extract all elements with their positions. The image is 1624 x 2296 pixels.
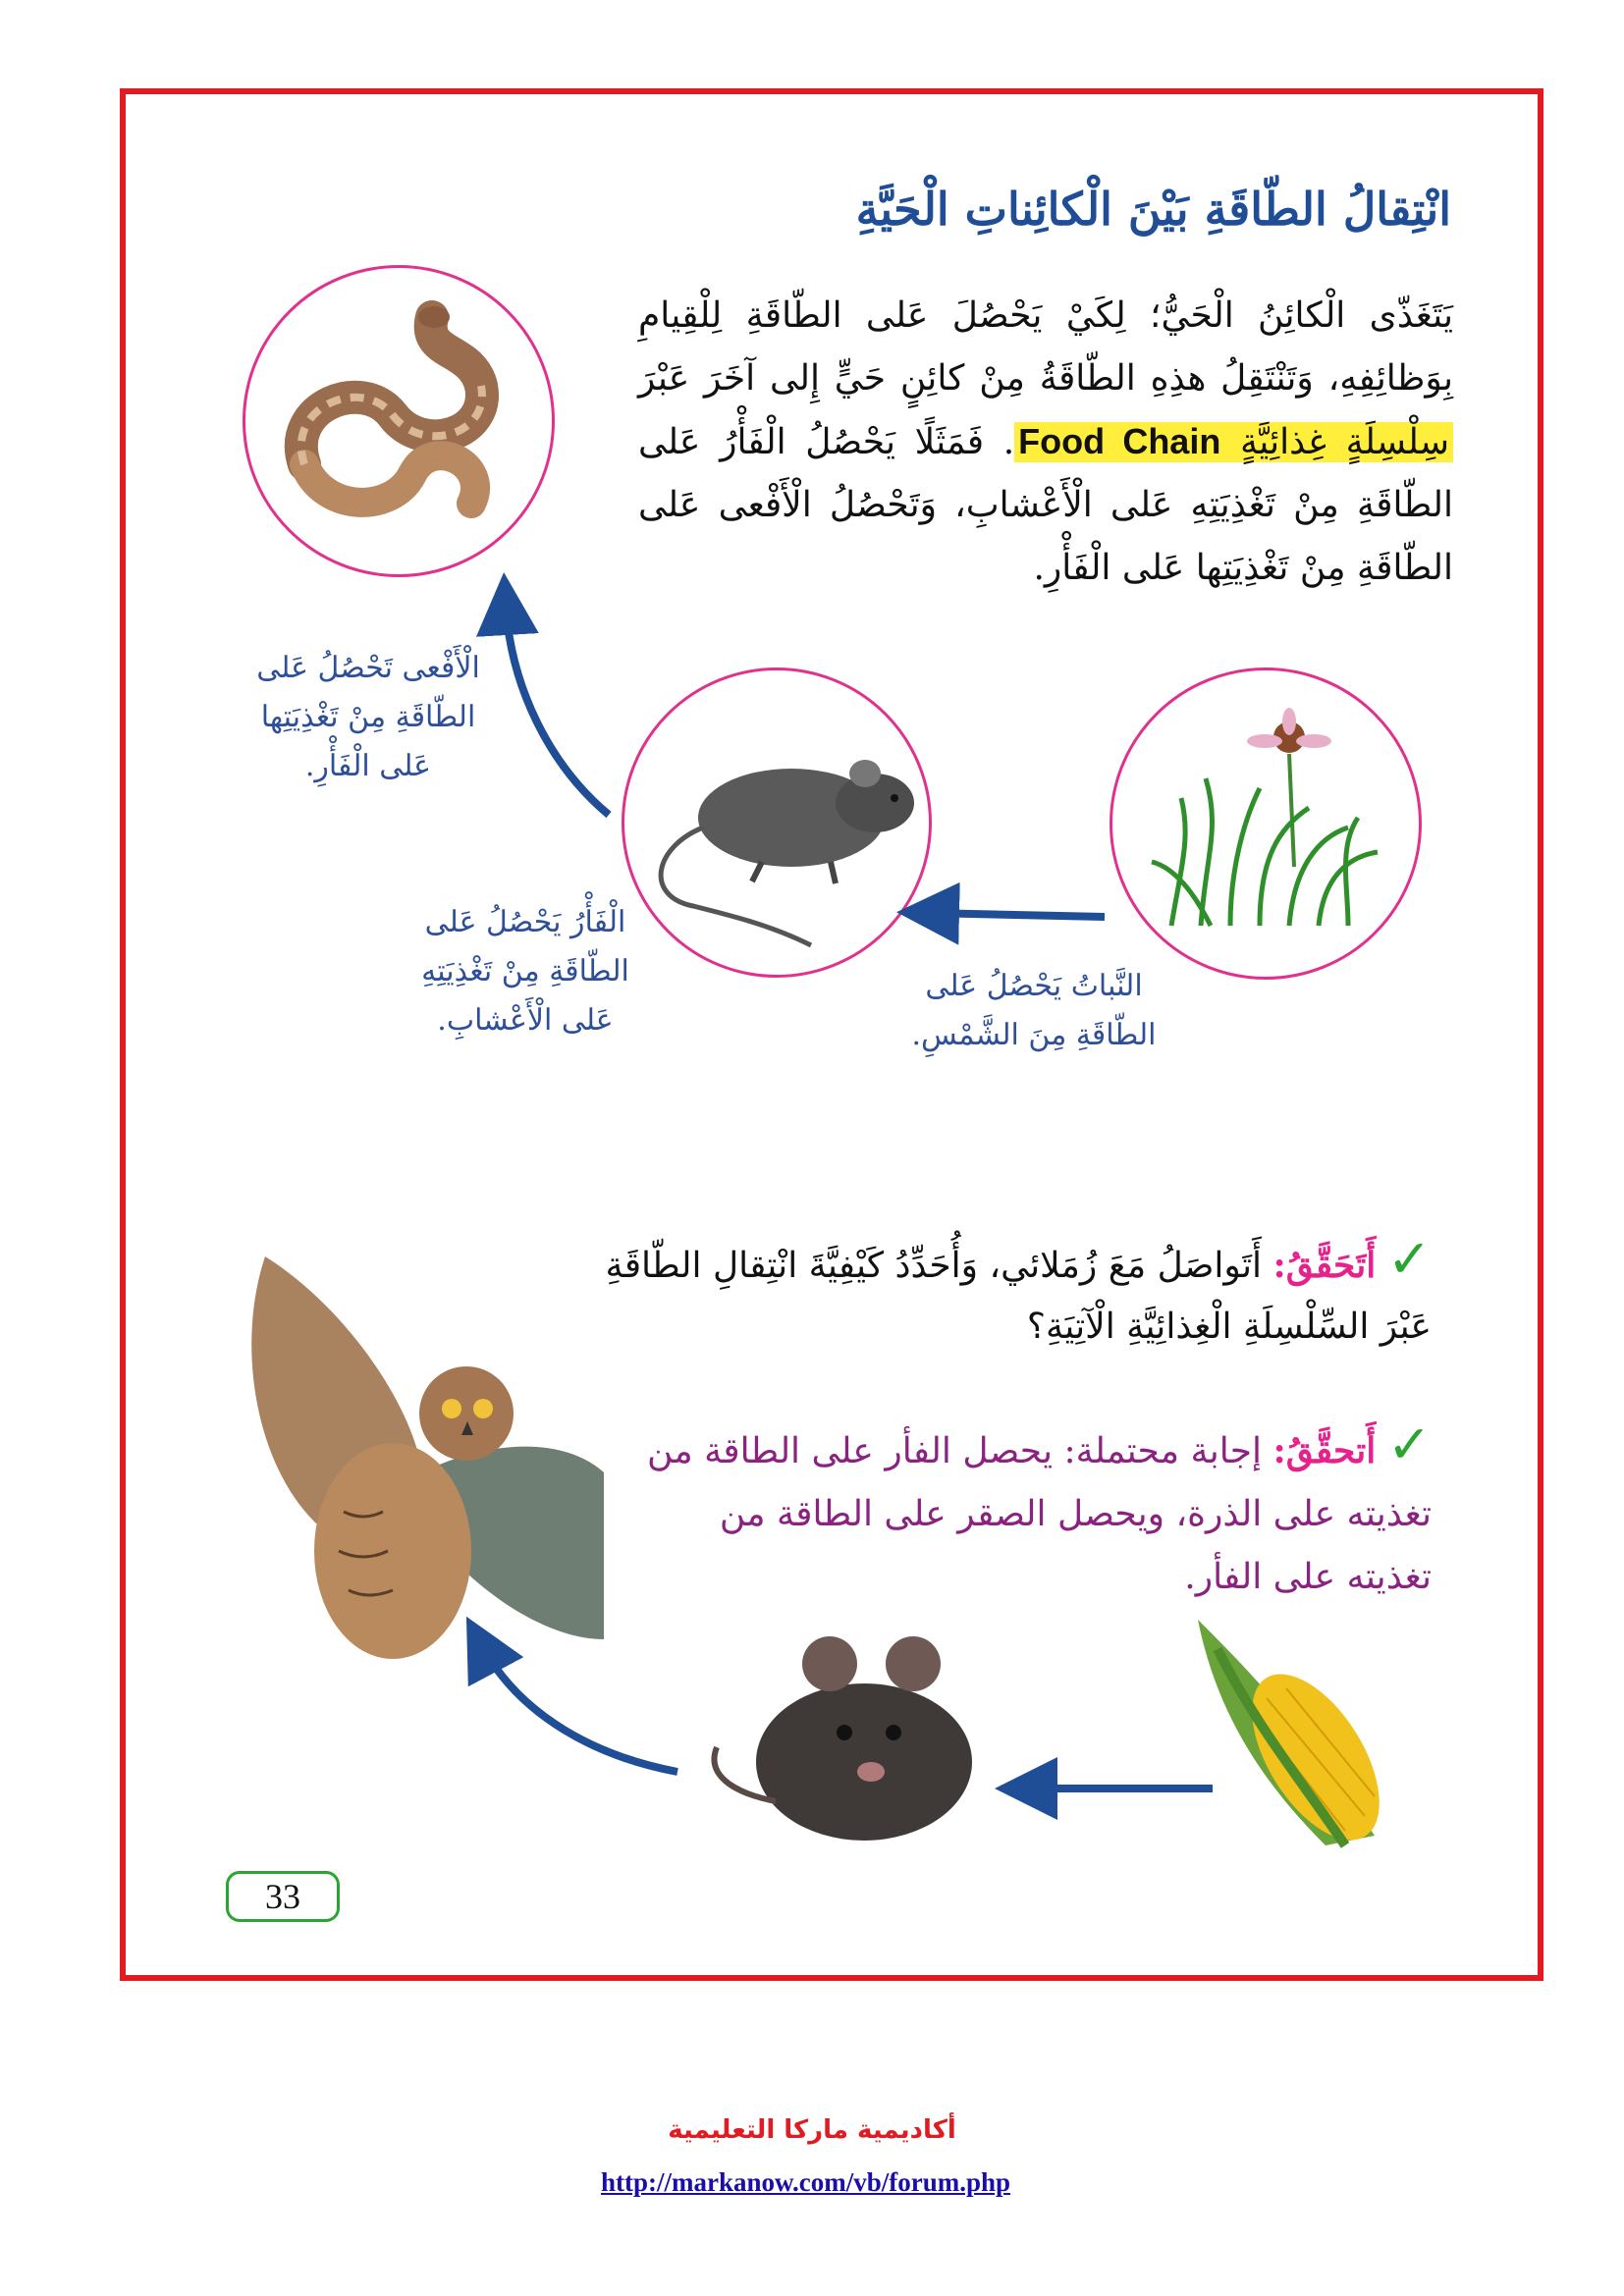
check-question xyxy=(558,1229,1432,1358)
answer-checkmark-icon: ✓ xyxy=(1386,1414,1432,1475)
page-title: انْتِقالُ الطّاقَةِ بَيْنَ الْكائِناتِ الْحَيَّةِ xyxy=(855,183,1451,236)
footer-link[interactable]: http://markanow.com/vb/forum.php xyxy=(601,2167,1011,2197)
footer-title: أكاديمية ماركا التعليمية xyxy=(668,2115,956,2145)
arrows-top xyxy=(0,0,1624,1080)
arrow-rat-to-owl xyxy=(481,1644,677,1772)
arrow-plant-to-mouse xyxy=(928,913,1105,917)
intro-text-part2: . فَمَثَلًا يَحْصُلُ الْفَأْرُ عَلى الطّاقَةِ مِنْ تَغْذِيَتِهِ عَلى الْأَعْشابِ، وَتَحْصُلُ الْأَفْعى عَلى الطّاقَةِ مِنْ تَغْذِيَتِها عَلى الْفَأْرِ. xyxy=(638,422,1453,588)
check-label: أَتَحَقَّقُ: xyxy=(1272,1245,1377,1286)
caption-snake: الْأَفْعى تَحْصُلُ عَلى الطّاقَةِ مِنْ تَغْذِيَتِها عَلى الْفَأْرِ. xyxy=(256,651,480,783)
food-chain-arabic: سِلْسِلَةٍ غِذائِيَّةٍ xyxy=(1240,422,1449,462)
answer-label: أَتحقَّقُ: xyxy=(1272,1430,1377,1471)
arrow-mouse-to-snake xyxy=(506,604,609,815)
intro-text-part1: يَتَغَذّى الْكائِنُ الْحَيُّ؛ لِكَيْ يَحْصُلَ عَلى الطّاقَةِ لِلْقِيامِ بِوَظائِفِهِ، وَتَنْتَقِلُ هذِهِ الطّاقَةُ مِنْ كائِنٍ حَيٍّ إِلى آخَرَ عَبْرَ xyxy=(638,295,1453,399)
page-number: 33 xyxy=(226,1871,340,1922)
food-chain-english: Food Chain xyxy=(1018,421,1221,461)
check-text: أَتَواصَلُ مَعَ زُمَلائي، وَأُحَدِّدُ كَيْفِيَّةَ انْتِقالِ الطّاقَةِ عَبْرَ السِّلْسِلَةِ الْغِذائِيَّةِ الْآتِيَةِ؟ xyxy=(605,1246,1432,1347)
arrows-bottom xyxy=(0,1571,1624,1865)
answer-text: إجابة محتملة: يحصل الفأر على الطاقة من تغذيته على الذرة، ويحصل الصقر على الطاقة من تغذيته على الفأر. xyxy=(646,1431,1432,1597)
checkmark-icon: ✓ xyxy=(1386,1228,1432,1290)
caption-mouse: الْفَأْرُ يَحْصُلُ عَلى الطّاقَةِ مِنْ تَغْذِيَتِهِ عَلى الْأَعْشابِ. xyxy=(421,905,629,1038)
caption-plant: النَّباتُ يَحْصُلُ عَلى الطّاقَةِ مِنَ الشَّمْسِ. xyxy=(911,969,1157,1052)
